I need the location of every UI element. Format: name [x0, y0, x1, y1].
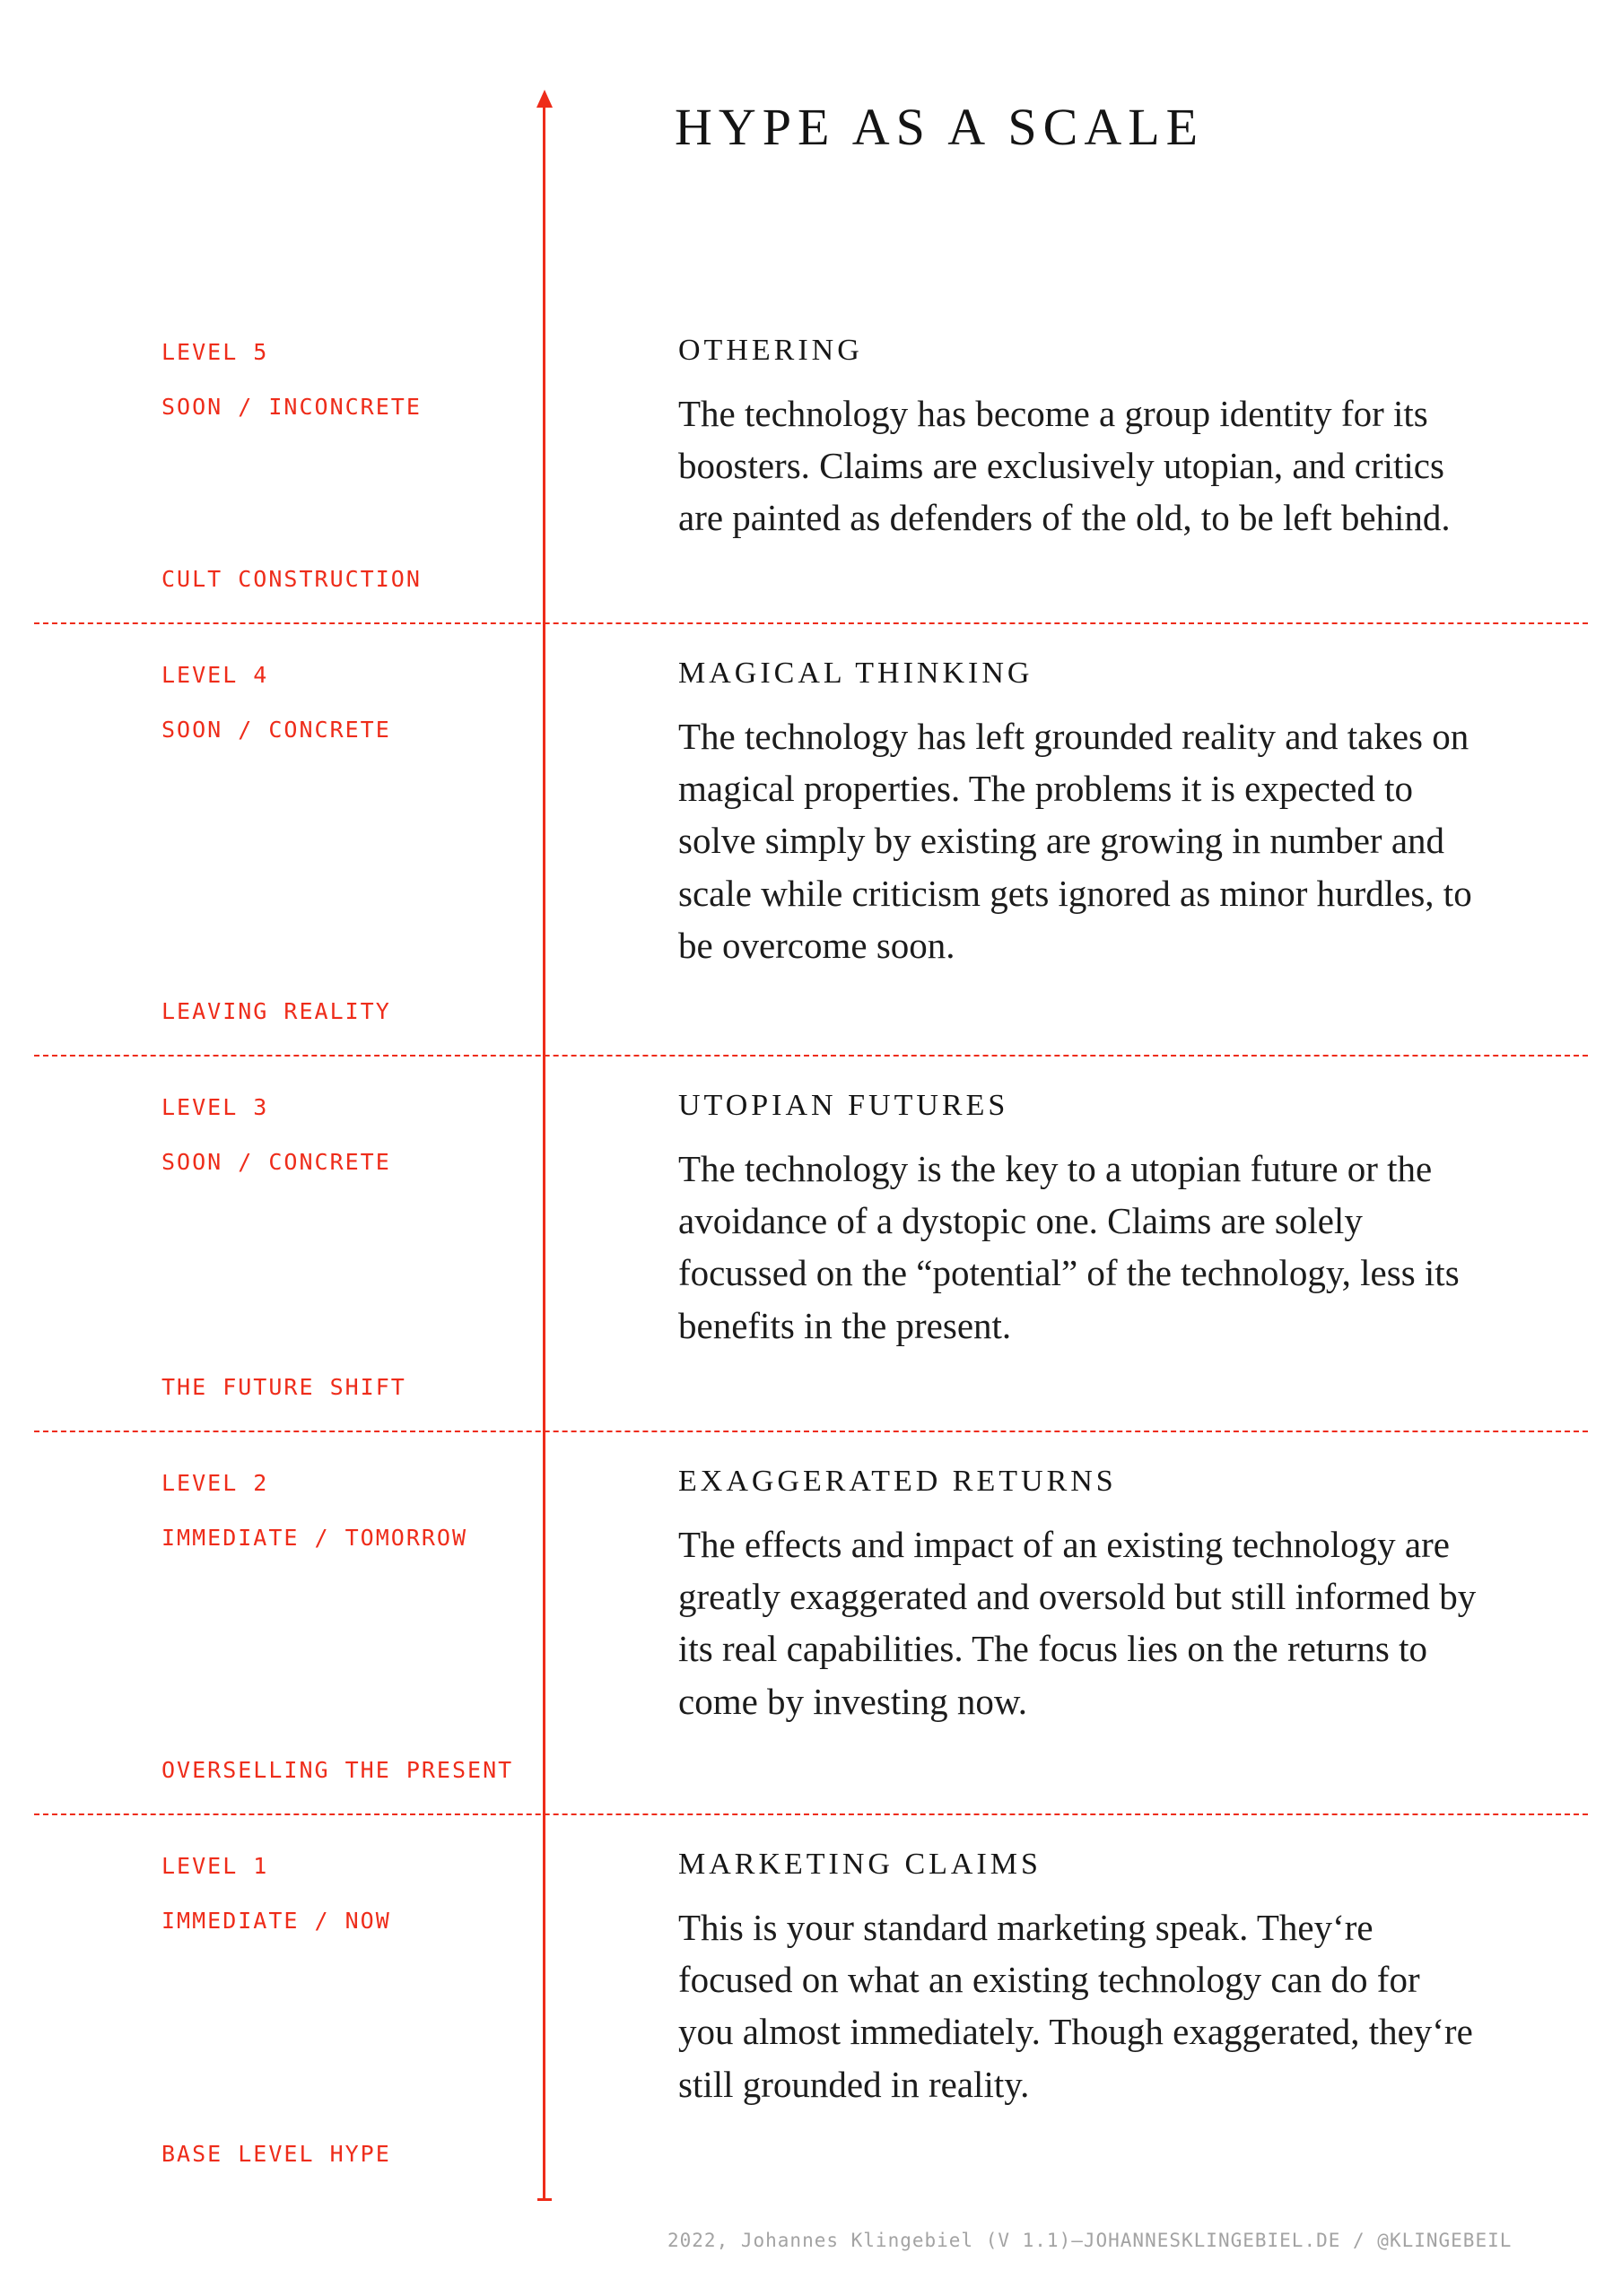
timing-label: SOON / CONCRETE	[161, 717, 391, 743]
timing-label: SOON / CONCRETE	[161, 1149, 391, 1175]
level-label: LEVEL 1	[161, 1853, 269, 1879]
level-2-axis-labels	[34, 1432, 678, 1813]
timing-label: SOON / INCONCRETE	[161, 394, 422, 420]
level-1-description	[678, 1815, 1504, 2197]
level-1-axis-labels	[34, 1815, 678, 2197]
section-heading: UTOPIAN FUTURES	[678, 1089, 1009, 1122]
level-section-1	[34, 1813, 1588, 2197]
level-4-description	[678, 624, 1504, 1055]
level-5-axis-labels	[34, 305, 678, 622]
footer-credit: 2022, Johannes Klingebiel (V 1.1)—JOHANNESKLINGEBIEL.DE / @KLINGEBEIL	[667, 2230, 1513, 2251]
level-4-axis-labels	[34, 624, 678, 1055]
stage-name-label: CULT CONSTRUCTION	[161, 566, 422, 592]
level-3-axis-labels	[34, 1057, 678, 1431]
stage-name-label: THE FUTURE SHIFT	[161, 1374, 406, 1400]
section-heading: MARKETING CLAIMS	[678, 1848, 1042, 1881]
level-2-description	[678, 1432, 1504, 1813]
section-body: The effects and impact of an existing technology are greatly exaggerated and oversold but still informed by its real capabilities. The focus lies on the returns to come by investing now.	[678, 1524, 1477, 1722]
level-3-description	[678, 1057, 1504, 1431]
section-body: This is your standard marketing speak. They‘re focused on what an existing technology can do for you almost immediately. Though exaggerated, they‘re still grounded in reality.	[678, 1907, 1473, 2105]
level-label: LEVEL 2	[161, 1470, 269, 1496]
stage-name-label: BASE LEVEL HYPE	[161, 2141, 391, 2167]
level-section-2	[34, 1431, 1588, 1813]
level-section-3	[34, 1055, 1588, 1431]
section-heading: EXAGGERATED RETURNS	[678, 1465, 1117, 1498]
page-title: HYPE AS A SCALE	[675, 98, 1205, 156]
timing-label: IMMEDIATE / TOMORROW	[161, 1525, 468, 1551]
stage-name-label: OVERSELLING THE PRESENT	[161, 1757, 514, 1783]
section-body: The technology has become a group identity for its boosters. Claims are exclusively utopian, and critics are painted as defenders of the old, to be left behind.	[678, 393, 1451, 539]
level-sections	[34, 305, 1588, 2197]
timing-label: IMMEDIATE / NOW	[161, 1908, 391, 1934]
level-section-5	[34, 305, 1588, 622]
section-body: The technology is the key to a utopian future or the avoidance of a dystopic one. Claims are solely focussed on the “potential” of the technology, less its benefits in the present.	[678, 1148, 1460, 1346]
level-label: LEVEL 4	[161, 662, 269, 688]
level-label: LEVEL 3	[161, 1094, 269, 1120]
section-heading: MAGICAL THINKING	[678, 657, 1033, 690]
level-section-4	[34, 622, 1588, 1055]
stage-name-label: LEAVING REALITY	[161, 998, 391, 1024]
level-label: LEVEL 5	[161, 339, 269, 365]
section-heading: OTHERING	[678, 334, 863, 367]
level-5-description	[678, 305, 1504, 622]
section-body: The technology has left grounded reality and takes on magical properties. The problems it is expected to solve simply by existing are growing in number and scale while criticism gets ignored as minor hurdles, to be overcome soon.	[678, 716, 1472, 966]
